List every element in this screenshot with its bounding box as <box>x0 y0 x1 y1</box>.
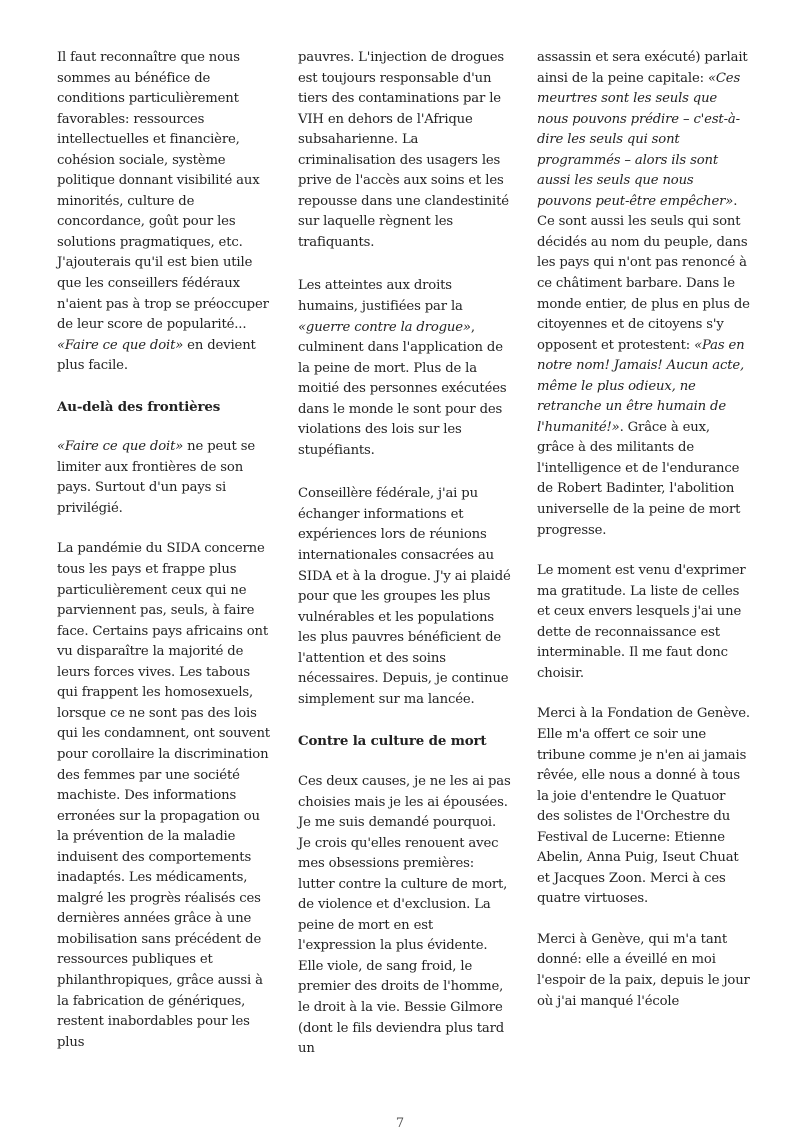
paragraph: «Faire ce que doit» ne peut se limiter aux frontières de son pays. Surtout d'un pays si privilégié. <box>57 439 255 516</box>
quote: «Faire ce que doit» <box>57 439 184 455</box>
text-column-1 <box>57 48 271 1073</box>
quote: «Ces meurtres sont les seuls que nous pouvons prédire – c'est-à-dire les seuls qui sont programmés – alors ils sont aussi les seuls que nous pouvons peut-être empêcher» <box>537 70 741 209</box>
paragraph: pauvres. L'injection de drogues est toujours responsable d'un tiers des contaminations par le VIH en dehors de l'Afrique subsaharienne. La criminalisation des usagers les prive de l'accès aux soins et les repousse dans une clandestinité sur laquelle règnent les trafiquants. <box>298 50 509 250</box>
paragraph: Le moment est venu d'exprimer ma gratitude. La liste de celles et ceux envers lesquels j'ai une dette de reconnaissance est interminable. Il me faut donc choisir. <box>537 563 746 681</box>
paragraph: assassin et sera exécuté) parlait ainsi de la peine capitale: «Ces meurtres sont les seuls que nous pouvons prédire – c'est-à-dire les seuls qui sont programmés – alors ils sont aussi les seuls que nous pouvons peut-être empêcher». Ce sont aussi les seuls qui sont décidés au nom du peuple, dans les pays qui n'ont pas renoncé à ce châtiment barbare. Dans le monde entier, de plus en plus de citoyennes et de citoyens s'y opposent et protestent: «Pas en notre nom! Jamais! Aucun acte, même le plus odieux, ne retranche un être humain de l'humanité!». Grâce à eux, grâce à des militants de l'intelligence et de l'endurance de Robert Badinter, l'abolition universelle de la peine de mort progresse. <box>537 50 750 538</box>
section-heading-frontieres: Au-delà des frontières <box>57 398 221 415</box>
paragraph: Conseillère fédérale, j'ai pu échanger informations et expériences lors de réunions internationales consacrées au SIDA et à la drogue. J'y ai plaidé pour que les groupes les plus vulnérables et les populations les plus pauvres bénéficient de l'attention et des soins nécessaires. Depuis, je continue simplement sur ma lancée. <box>298 486 511 707</box>
paragraph: Il faut reconnaître que nous sommes au bénéfice de conditions particulièrement favorables: ressources intellectuelles et financière, cohésion sociale, système politique donnant visibilité aux minorités, culture de concordance, goût pour les solutions pragmatiques, etc. J'ajouterais qu'il est bien utile que les conseillers fédéraux n'aient pas à trop se préoccuper de leur score de popularité... «Faire ce que doit» en devient plus facile. <box>57 50 269 374</box>
paragraph: Merci à Genève, qui m'a tant donné: elle a éveillé en moi l'espoir de la paix, depuis le jour où j'ai manqué l'école <box>537 931 750 1009</box>
paragraph: La pandémie du SIDA concerne tous les pays et frappe plus particulièrement ceux qui ne parviennent pas, seuls, à faire face. Certains pays africains ont vu disparaître la majorité de leurs forces vives. Les tabous qui frappent les homosexuels, lorsque ce ne sont pas des lois qui les condamnent, ont souvent pour corollaire la discrimination des femmes par une société machiste. Des informations erronées sur la propagation ou la prévention de la maladie induisent des comportements inadaptés. Les médicaments, malgré les progrès réalisés ces dernières années grâce à une mobilisation sans précédent de ressources publiques et philanthropiques, grâce aussi à la fabrication de génériques, restent inabordables pour les plus <box>57 541 270 1050</box>
quote: «guerre contre la drogue» <box>298 319 471 335</box>
paragraph: Les atteintes aux droits humains, justifiées par la «guerre contre la drogue», culminent dans l'application de la peine de mort. Plus de la moitié des personnes exécutées dans le monde le sont pour des violations des lois sur les stupéfiants. <box>298 278 507 458</box>
section-heading-culture-de-mort: Contre la culture de mort <box>298 733 487 750</box>
quote: «Pas en notre nom! Jamais! Aucun acte, même le plus odieux, ne retranche un être humain de l'humanité!» <box>537 337 745 435</box>
text-column-2 <box>298 48 512 1080</box>
paragraph: Ces deux causes, je ne les ai pas choisies mais je les ai épousées. Je me suis demandé pourquoi. Je crois qu'elles renouent avec mes obsessions premières: lutter contre la culture de mort, de violence et d'exclusion. La peine de mort en est l'expression la plus évidente. Elle viole, de sang froid, le premier des droits de l'homme, le droit à la vie. Bessie Gilmore (dont le fils deviendra plus tard un <box>298 773 511 1057</box>
quote: «Faire ce que doit» <box>57 337 184 353</box>
paragraph: Merci à la Fondation de Genève. Elle m'a offert ce soir une tribune comme je n'en ai jamais rêvée, elle nous a donné à tous la joie d'entendre le Quatuor des solistes de l'Orchestre du Festival de Lucerne: Etienne Abelin, Anna Puig, Iseut Chuat et Jacques Zoon. Merci à ces quatre virtuoses. <box>537 706 750 907</box>
page-number: 7 <box>395 1116 405 1131</box>
text-column-3 <box>537 48 751 1032</box>
